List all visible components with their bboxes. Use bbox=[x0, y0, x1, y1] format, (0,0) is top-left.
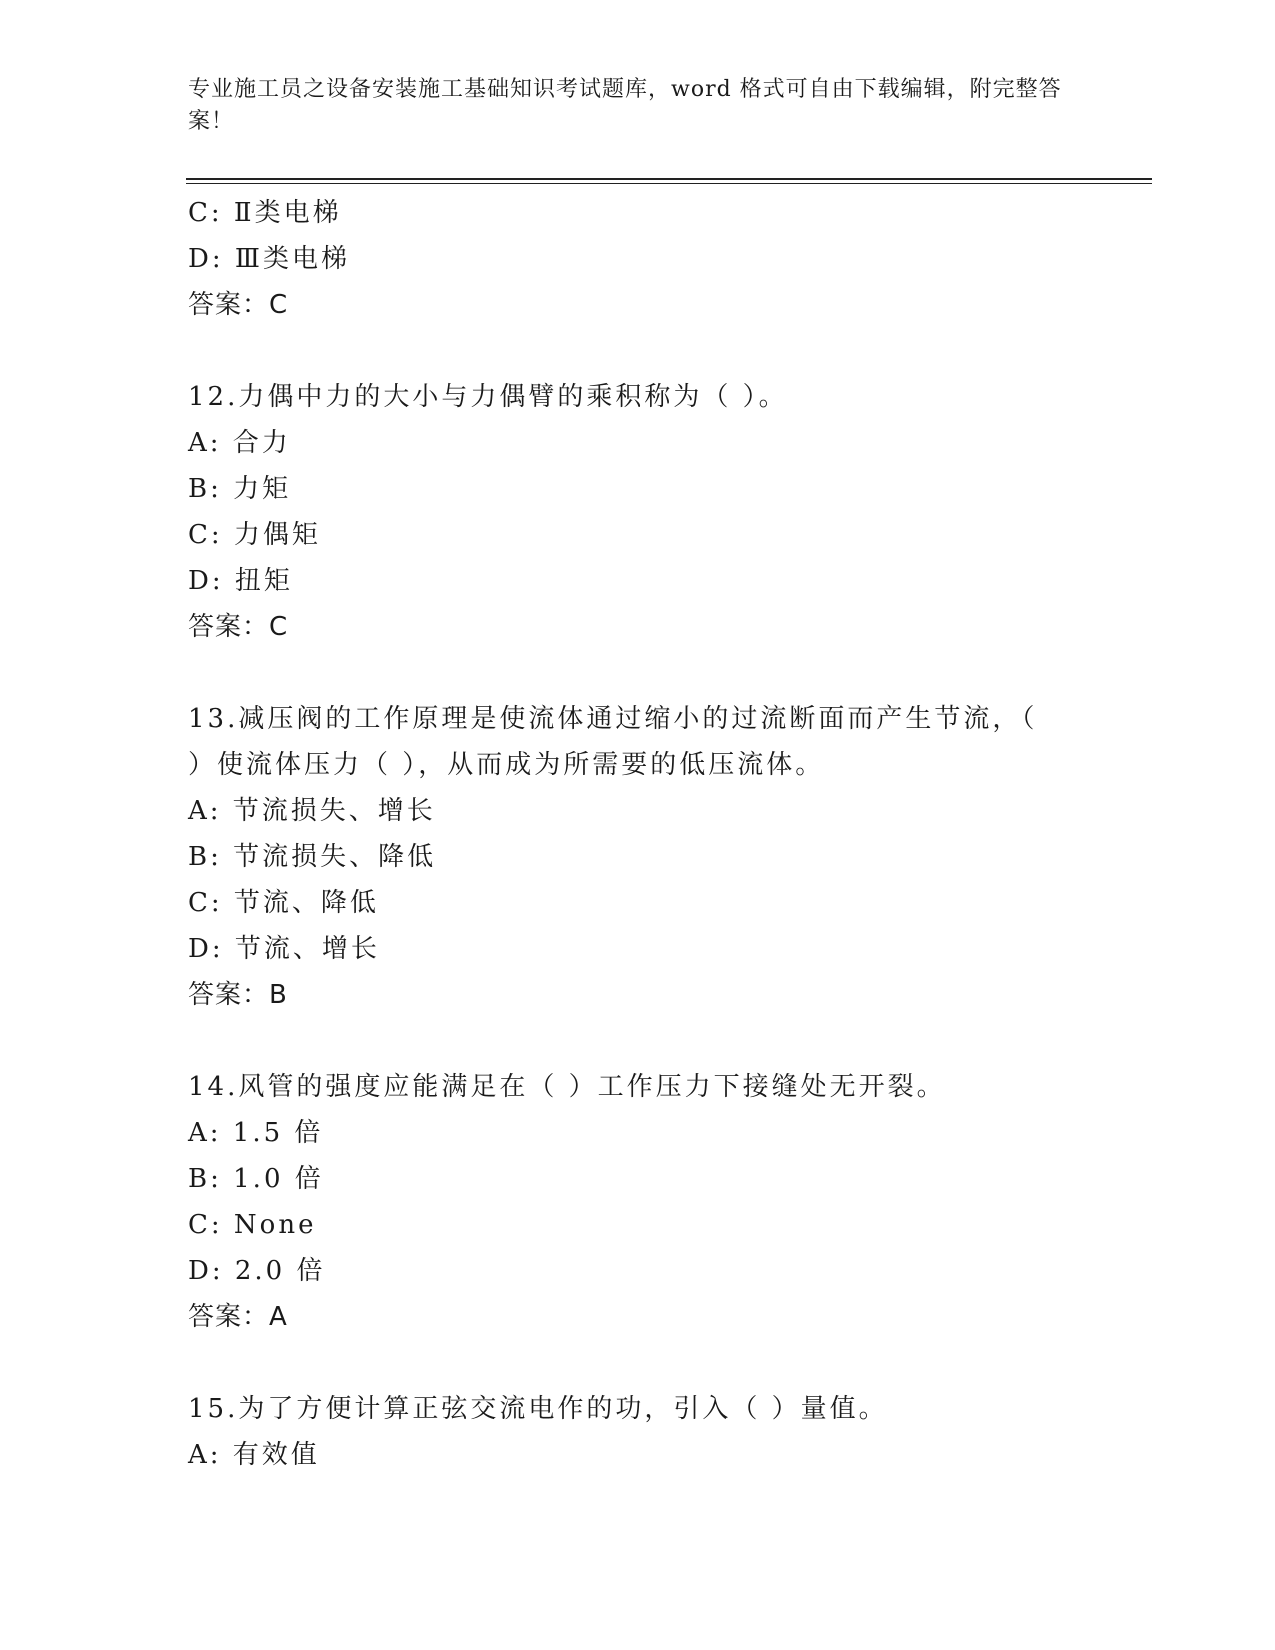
option-a: A: 有效值 bbox=[188, 1440, 320, 1470]
answer-line: 答案：A bbox=[188, 1302, 288, 1332]
question-block-13 bbox=[188, 696, 1128, 1018]
answer-line: 答案：C bbox=[188, 290, 289, 320]
option-d: D: Ⅲ类电梯 bbox=[188, 244, 350, 274]
header-divider-thin bbox=[186, 183, 1152, 184]
question-stem: 13.减压阀的工作原理是使流体通过缩小的过流断面而产生节流，（ bbox=[188, 704, 1038, 734]
question-stem-continued: ）使流体压力（ ），从而成为所需要的低压流体。 bbox=[188, 750, 825, 780]
option-b: B: 1.0 倍 bbox=[188, 1164, 324, 1194]
spacer bbox=[188, 1340, 1128, 1386]
option-d: D: 节流、增长 bbox=[188, 934, 380, 964]
question-block-15 bbox=[188, 1386, 1128, 1478]
option-c: C: 力偶矩 bbox=[188, 520, 321, 550]
question-stem: 12.力偶中力的大小与力偶臂的乘积称为（ ）。 bbox=[188, 382, 788, 412]
header-divider-thick bbox=[186, 178, 1152, 180]
question-stem: 14.风管的强度应能满足在（ ）工作压力下接缝处无开裂。 bbox=[188, 1072, 946, 1102]
answer-line: 答案：B bbox=[188, 980, 288, 1010]
spacer bbox=[188, 328, 1128, 374]
option-a: A: 1.5 倍 bbox=[188, 1118, 324, 1148]
spacer bbox=[188, 1018, 1128, 1064]
question-list bbox=[188, 190, 1128, 1478]
option-c: C: 节流、降低 bbox=[188, 888, 379, 918]
question-block-partial bbox=[188, 190, 1128, 328]
option-a: A: 节流损失、增长 bbox=[188, 796, 436, 826]
question-stem: 15.为了方便计算正弦交流电作的功，引入（ ）量值。 bbox=[188, 1394, 888, 1424]
option-d: D: 2.0 倍 bbox=[188, 1256, 326, 1286]
document-header: 专业施工员之设备安装施工基础知识考试题库，word 格式可自由下载编辑，附完整答案！ bbox=[188, 77, 1062, 134]
question-block-14 bbox=[188, 1064, 1128, 1340]
option-d: D: 扭矩 bbox=[188, 566, 293, 596]
option-c: C: None bbox=[188, 1210, 317, 1240]
option-c: C: Ⅱ类电梯 bbox=[188, 198, 342, 228]
spacer bbox=[188, 650, 1128, 696]
option-b: B: 力矩 bbox=[188, 474, 292, 504]
question-block-12 bbox=[188, 374, 1128, 650]
option-b: B: 节流损失、降低 bbox=[188, 842, 437, 872]
answer-line: 答案：C bbox=[188, 612, 289, 642]
option-a: A: 合力 bbox=[188, 428, 291, 458]
